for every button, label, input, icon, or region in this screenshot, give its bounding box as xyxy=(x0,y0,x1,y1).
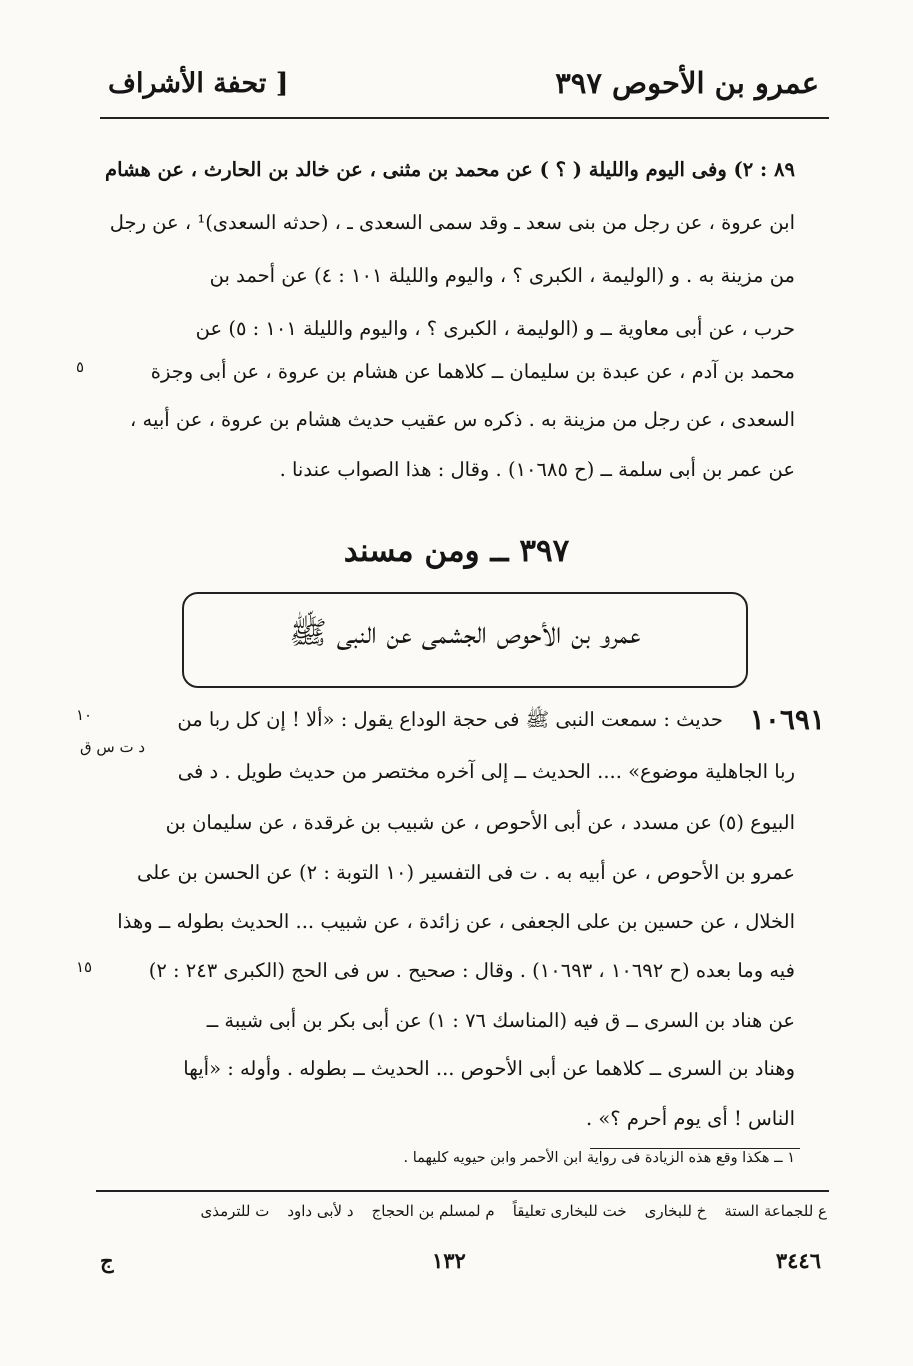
line-number-margin: ٥ xyxy=(76,358,85,376)
intro-line: محمد بن آدم ، عن عبدة بن سليمان ــ كلاهما عن هشام بن عروة ، عن أبى وجزة xyxy=(150,360,795,383)
intro-line: حرب ، عن أبى معاوية ــ و (الوليمة ، الكبرى ؟ ، واليوم والليلة ١٠١ : ٥) عن xyxy=(195,317,795,340)
hadith-line: ربا الجاهلية موضوع» .... الحديث ــ إلى آخره مختصر من حديث طويل . د فى xyxy=(177,760,795,783)
intro-line: عن عمر بن أبى سلمة ــ (ح ١٠٦٨٥) . وقال : هذا الصواب عندنا . xyxy=(279,458,795,481)
hadith-line: الخلال ، عن حسين بن على الجعفى ، عن زائدة ، عن شبيب ... الحديث بطوله ــ وهذا xyxy=(117,910,795,933)
hadith-line: وهناد بن السرى ــ كلاهما عن أبى الأحوص ... الحديث ــ بطوله . وأوله : «أيها xyxy=(183,1057,795,1080)
intro-line: من مزينة به . و (الوليمة ، الكبرى ؟ ، واليوم والليلة ١٠١ : ٤) عن أحمد بن xyxy=(209,264,795,287)
hadith-line: فيه وما بعده (ح ١٠٦٩٢ ، ١٠٦٩٣) . وقال : صحيح . س فى الحج (الكبرى ٢٤٣ : ٢) xyxy=(148,959,795,982)
intro-line: ٨٩ : ٢) وفى اليوم والليلة ( ؟ ) عن محمد بن مثنى ، عن خالد بن الحارث ، عن هشام xyxy=(105,158,795,181)
sigla-margin: د ت س ق xyxy=(80,738,146,756)
line-number-margin: ١٠ xyxy=(76,706,93,724)
signature-mark: ج xyxy=(100,1248,114,1273)
intro-line: ابن عروة ، عن رجل من بنى سعد ـ وقد سمى السعدى ـ ، (حدثه السعدى)¹ ، عن رجل xyxy=(109,211,795,234)
hadith-line: عمرو بن الأحوص ، عن أبيه به . ت فى التفسير (١٠ التوبة : ٢) عن الحسن بن على xyxy=(136,861,795,884)
legend-rule xyxy=(96,1190,829,1192)
legend-item: ت للترمذى xyxy=(200,1202,270,1220)
sheet-number: ٣٤٤٦ xyxy=(775,1248,821,1273)
framed-title: عمرو بن الأحوص الجشمى عن النبى ﷺ xyxy=(289,615,641,651)
hadith-line: عن هناد بن السرى ــ ق فيه (المناسك ٧٦ : ١) عن أبى بكر بن أبى شيبة ــ xyxy=(206,1009,795,1032)
book-title: [ تحفة الأشراف xyxy=(108,68,289,99)
legend-item: ع للجماعة الستة xyxy=(724,1202,827,1220)
line-number-margin: ١٥ xyxy=(76,958,93,976)
hadith-line: البيوع (٥) عن مسدد ، عن أبى الأحوص ، عن شبيب بن غرقدة ، عن سليمان بن xyxy=(165,811,795,834)
framed-title-box xyxy=(182,592,748,688)
running-title: عمرو بن الأحوص ٣٩٧ xyxy=(555,66,819,100)
legend-item: خت للبخارى تعليقاً xyxy=(512,1202,627,1220)
legend-item: خ للبخارى xyxy=(644,1202,707,1220)
hadith-line: الناس ! أى يوم أحرم ؟» . xyxy=(585,1107,795,1130)
hadith-line: حديث : سمعت النبى ﷺ فى حجة الوداع يقول : «ألا ! إن كل ربا من xyxy=(177,708,723,731)
sigla-legend xyxy=(200,1202,827,1220)
legend-item: د لأبى داود xyxy=(287,1202,354,1220)
header-rule xyxy=(100,117,829,119)
hadith-number: ١٠٦٩١ xyxy=(749,703,825,736)
page-number: ١٣٢ xyxy=(432,1248,466,1273)
intro-line: السعدى ، عن رجل من مزينة به . ذكره س عقيب حديث هشام بن عروة ، عن أبيه ، xyxy=(130,408,795,431)
footnote: ١ ــ هكذا وقع هذه الزيادة فى رواية ابن الأحمر وابن حيويه كليهما . xyxy=(403,1150,795,1166)
section-heading: ٣٩٧ ــ ومن مسند xyxy=(343,533,570,569)
footnote-rule xyxy=(590,1148,800,1149)
legend-item: م لمسلم بن الحجاج xyxy=(371,1202,495,1220)
